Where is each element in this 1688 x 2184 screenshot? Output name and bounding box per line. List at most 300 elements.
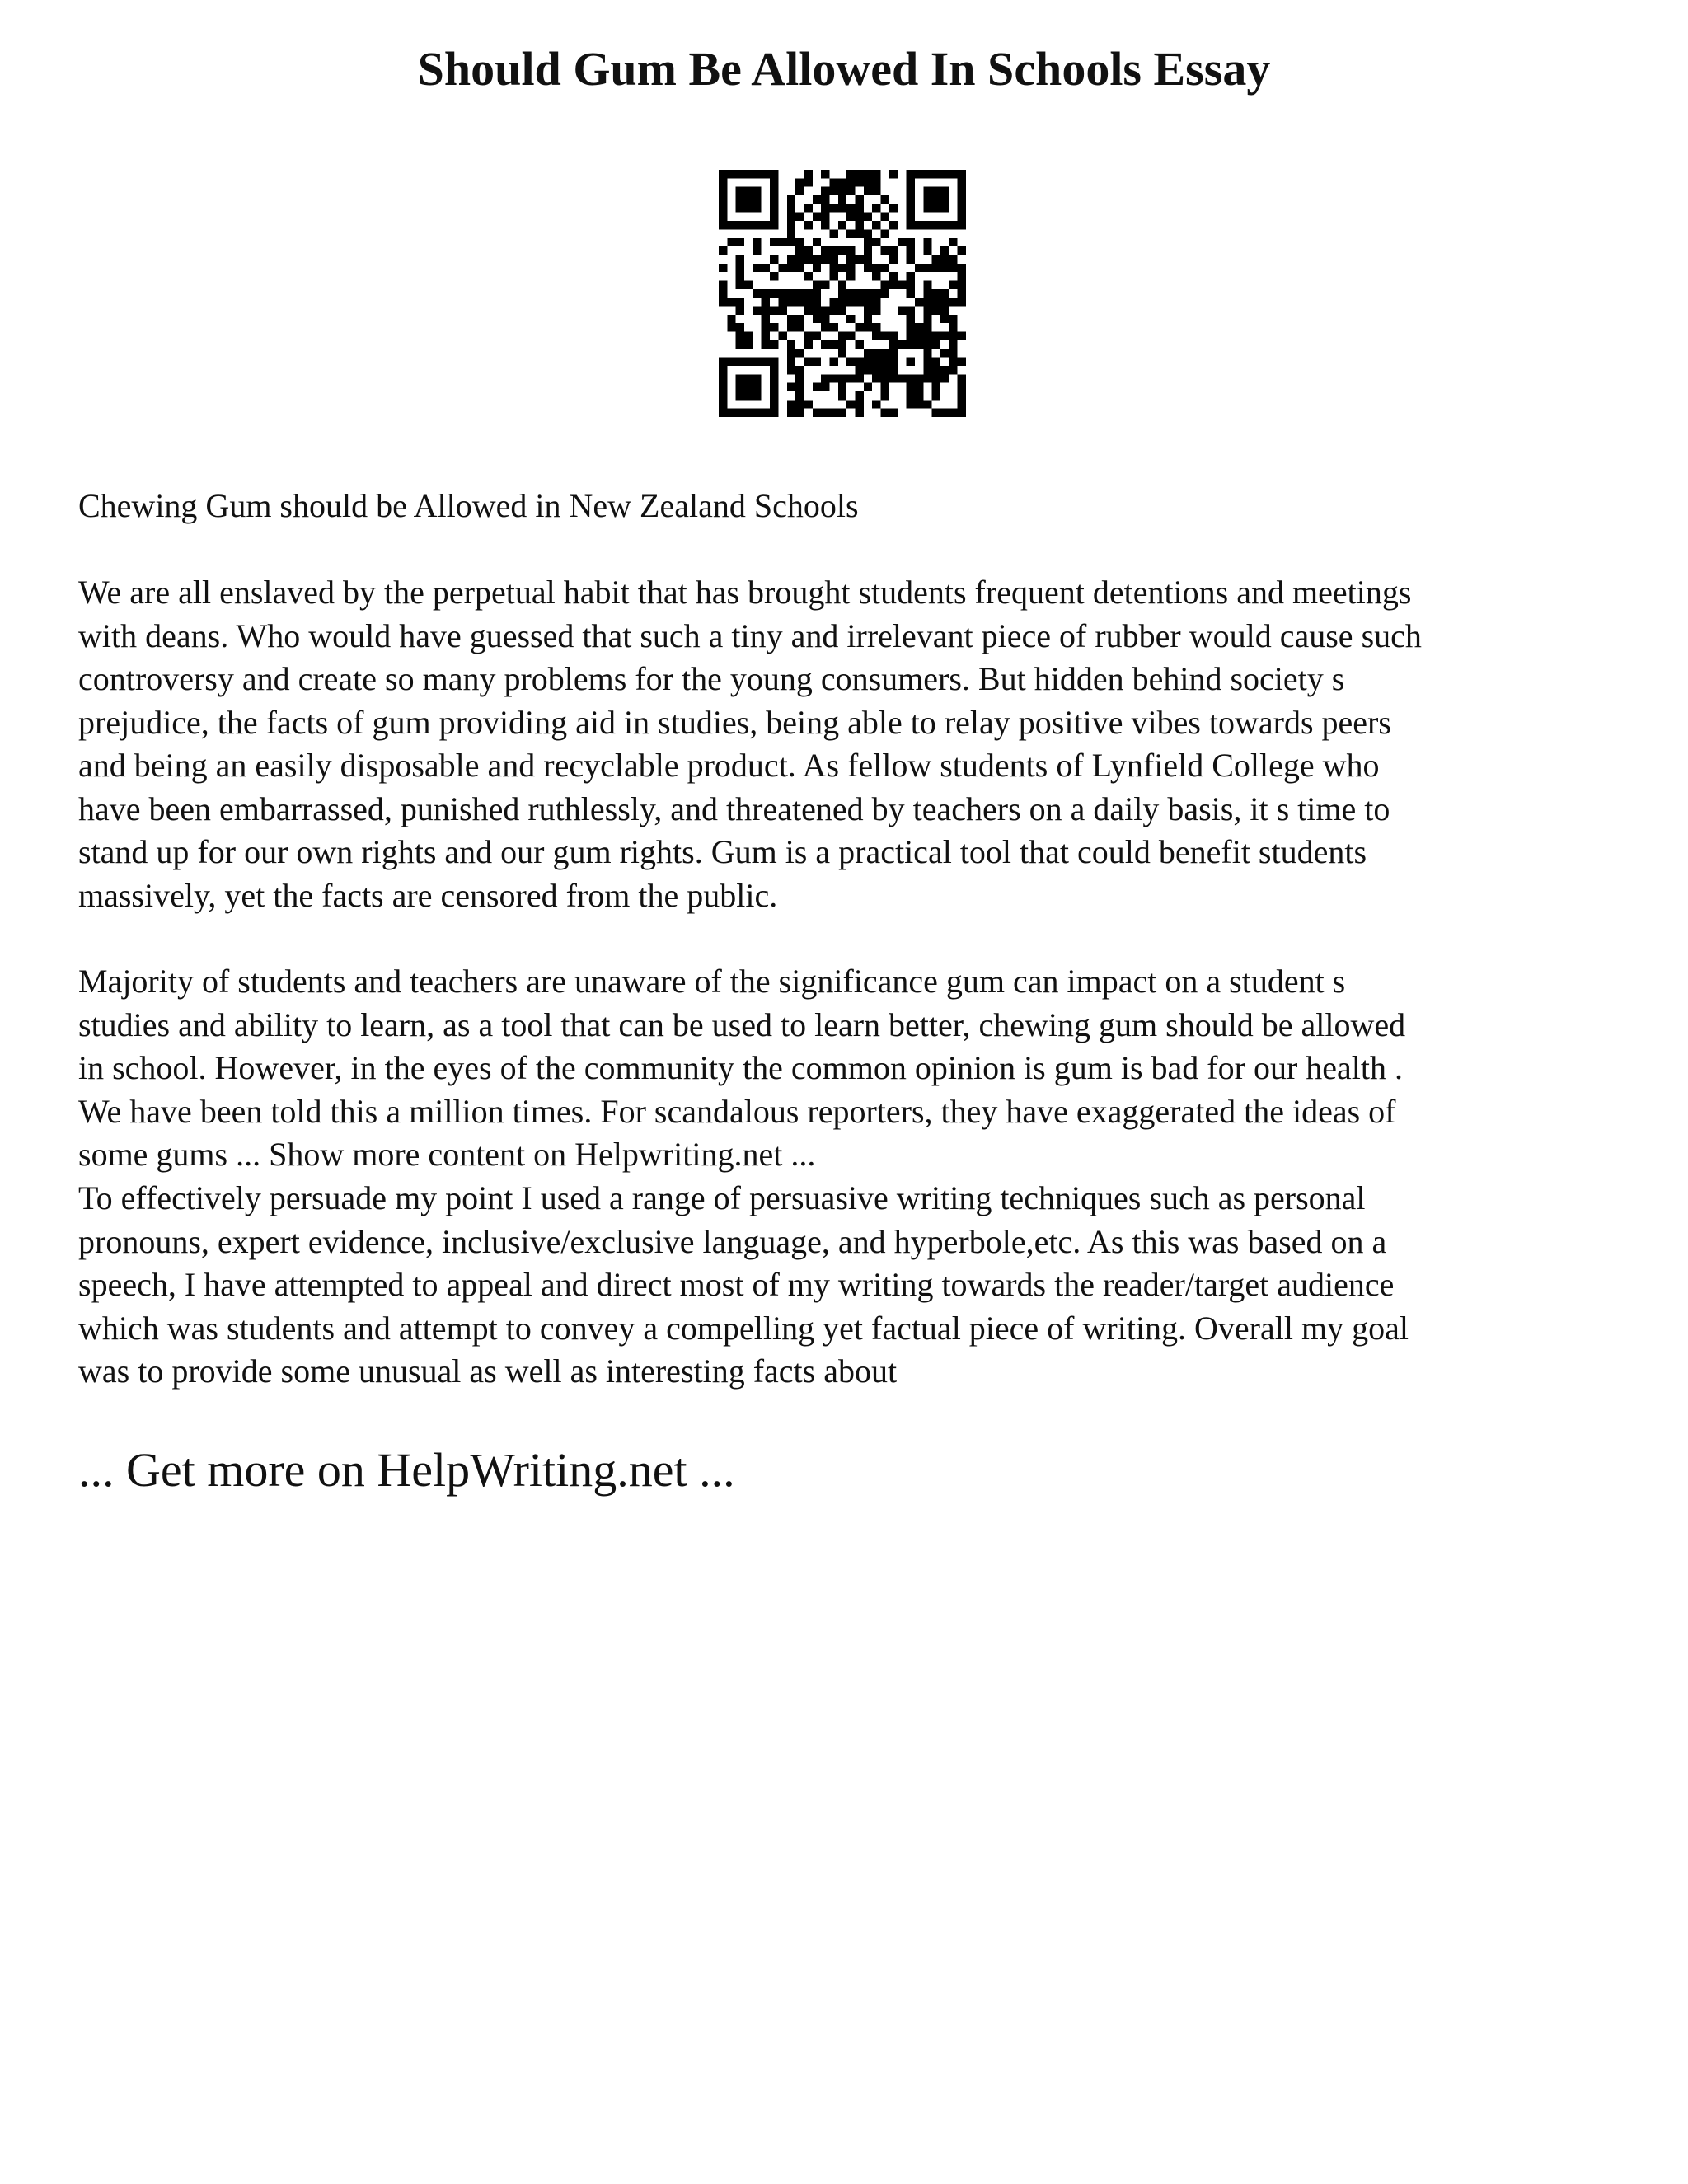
qr-module (719, 358, 727, 366)
qr-module (856, 323, 864, 331)
qr-module (856, 229, 864, 237)
qr-module (907, 221, 915, 229)
qr-module (958, 221, 966, 229)
qr-module (846, 272, 855, 280)
qr-module (915, 332, 923, 340)
paragraph-line: massively, yet the facts are censored from the public. (78, 876, 778, 914)
qr-module (949, 315, 957, 323)
essay-subtitle: Chewing Gum should be Allowed in New Zealand Schools (78, 487, 859, 524)
qr-module (932, 391, 940, 400)
qr-module (856, 289, 864, 298)
paragraph-line: studies and ability to learn, as a tool that can be used to learn better, chewing gum should be allowed (78, 1005, 1406, 1043)
qr-module (762, 409, 770, 417)
qr-module (872, 349, 880, 357)
qr-module (804, 332, 812, 340)
qr-module (898, 280, 906, 288)
qr-module (770, 213, 778, 221)
qr-module (719, 187, 727, 195)
qr-module (727, 238, 735, 246)
qr-module (813, 332, 821, 340)
qr-module (829, 264, 837, 272)
qr-module (923, 280, 931, 288)
qr-module (753, 374, 761, 382)
qr-module (736, 374, 744, 382)
qr-module (856, 298, 864, 306)
qr-module (864, 255, 872, 263)
qr-module (829, 246, 837, 255)
qr-module (753, 391, 761, 400)
qr-module (795, 238, 804, 246)
qr-module (940, 264, 949, 272)
qr-module (804, 255, 812, 263)
qr-module (829, 229, 837, 237)
qr-module (753, 289, 761, 298)
qr-module (736, 221, 744, 229)
qr-module (923, 264, 931, 272)
qr-module (821, 170, 829, 178)
qr-module (736, 298, 744, 306)
qr-module (744, 409, 753, 417)
qr-module (923, 349, 931, 357)
paragraph-line: We are all enslaved by the perpetual habit that has brought students frequent detentions and meetings (78, 574, 1412, 611)
qr-module (889, 246, 898, 255)
page-title: Should Gum Be Allowed In Schools Essay (417, 42, 1271, 96)
qr-module (915, 374, 923, 382)
qr-module (838, 298, 846, 306)
qr-module (727, 315, 735, 323)
qr-module (889, 349, 898, 357)
qr-module (864, 349, 872, 357)
qr-module (736, 170, 744, 178)
qr-module (864, 187, 872, 195)
qr-module (838, 332, 846, 340)
qr-module (787, 400, 795, 408)
qr-module (907, 238, 915, 246)
qr-module (813, 195, 821, 204)
qr-module (795, 264, 804, 272)
qr-module (872, 289, 880, 298)
qr-module (753, 264, 761, 272)
qr-module (770, 391, 778, 400)
qr-module (872, 272, 880, 280)
qr-module (923, 307, 931, 315)
qr-module (795, 255, 804, 263)
qr-module (923, 221, 931, 229)
qr-module (881, 246, 889, 255)
qr-module (719, 409, 727, 417)
qr-module (940, 255, 949, 263)
qr-module (958, 400, 966, 408)
qr-module (787, 229, 795, 237)
qr-module (804, 221, 812, 229)
qr-module (881, 358, 889, 366)
qr-module (838, 409, 846, 417)
qr-module (770, 272, 778, 280)
qr-module (932, 366, 940, 374)
qr-module (736, 255, 744, 263)
qr-module (727, 221, 735, 229)
qr-module (881, 195, 889, 204)
qr-module (804, 307, 812, 315)
qr-module (804, 358, 812, 366)
paragraph-1 (78, 571, 1628, 917)
qr-module (940, 315, 949, 323)
qr-module (770, 289, 778, 298)
qr-module (881, 229, 889, 237)
qr-module (787, 383, 795, 391)
qr-module (958, 298, 966, 306)
qr-module (719, 195, 727, 204)
qr-module (846, 289, 855, 298)
qr-module (795, 246, 804, 255)
qr-module (744, 195, 753, 204)
get-more-link[interactable]: ... Get more on HelpWriting.net ... (78, 1443, 735, 1497)
qr-module (889, 204, 898, 212)
qr-module (889, 170, 898, 178)
qr-module (881, 391, 889, 400)
paragraph-2 (78, 960, 1628, 1177)
qr-module (889, 280, 898, 288)
qr-module (940, 170, 949, 178)
qr-module (821, 221, 829, 229)
paragraph-line: which was students and attempt to convey a compelling yet factual piece of writing. Overall my goal (78, 1309, 1409, 1347)
qr-module (923, 298, 931, 306)
qr-module (949, 409, 957, 417)
qr-module (795, 178, 804, 186)
qr-module (907, 272, 915, 280)
qr-module (932, 298, 940, 306)
qr-module (753, 170, 761, 178)
qr-module (787, 289, 795, 298)
qr-module (804, 178, 812, 186)
qr-module (923, 195, 931, 204)
qr-module (762, 289, 770, 298)
qr-module (872, 221, 880, 229)
qr-module (856, 374, 864, 382)
qr-module (744, 187, 753, 195)
qr-module (898, 238, 906, 246)
qr-module (719, 374, 727, 382)
qr-module (949, 340, 957, 349)
qr-module (795, 383, 804, 391)
paragraph-line: prejudice, the facts of gum providing aid in studies, being able to relay positive vibes towards peers (78, 703, 1391, 741)
paragraph-line: was to provide some unusual as well as interesting facts about (78, 1352, 898, 1390)
paragraph-3 (78, 1177, 1628, 1394)
qr-module (770, 195, 778, 204)
qr-module (778, 289, 786, 298)
qr-module (813, 289, 821, 298)
qr-module (744, 204, 753, 212)
qr-module (958, 178, 966, 186)
qr-module (821, 213, 829, 221)
qr-module (846, 374, 855, 382)
qr-module (762, 307, 770, 315)
qr-module (898, 340, 906, 349)
qr-module (881, 332, 889, 340)
qr-module (719, 178, 727, 186)
qr-module (932, 255, 940, 263)
qr-module (804, 298, 812, 306)
qr-module (907, 255, 915, 263)
qr-module (821, 383, 829, 391)
qr-module (923, 358, 931, 366)
qr-module (915, 391, 923, 400)
qr-module (958, 391, 966, 400)
qr-code (719, 170, 966, 417)
qr-module (829, 340, 837, 349)
qr-module (787, 315, 795, 323)
qr-module (795, 289, 804, 298)
qr-module (838, 307, 846, 315)
qr-module (838, 178, 846, 186)
qr-module (856, 366, 864, 374)
qr-module (940, 246, 949, 255)
qr-module (907, 307, 915, 315)
qr-module (829, 204, 837, 212)
qr-module (770, 340, 778, 349)
qr-module (958, 264, 966, 272)
qr-module (744, 280, 753, 288)
qr-module (889, 340, 898, 349)
qr-module (829, 255, 837, 263)
qr-module (736, 195, 744, 204)
qr-module (932, 195, 940, 204)
qr-module (838, 264, 846, 272)
qr-module (864, 366, 872, 374)
qr-module (932, 289, 940, 298)
qr-module (770, 383, 778, 391)
qr-module (846, 298, 855, 306)
qr-module (864, 358, 872, 366)
qr-module (795, 374, 804, 382)
qr-module (753, 246, 761, 255)
qr-module (949, 366, 957, 374)
qr-module (838, 340, 846, 349)
qr-module (949, 221, 957, 229)
qr-module (932, 332, 940, 340)
qr-module (821, 323, 829, 331)
qr-module (813, 307, 821, 315)
qr-module (907, 195, 915, 204)
qr-module (949, 280, 957, 288)
qr-module (795, 409, 804, 417)
qr-module (940, 349, 949, 357)
qr-module (762, 170, 770, 178)
qr-module (719, 264, 727, 272)
qr-module (719, 170, 727, 178)
qr-module (770, 255, 778, 263)
qr-module (838, 383, 846, 391)
qr-module (915, 383, 923, 391)
qr-module (907, 315, 915, 323)
qr-module (778, 307, 786, 315)
qr-module (940, 204, 949, 212)
qr-module (744, 340, 753, 349)
qr-module (787, 238, 795, 246)
qr-module (719, 366, 727, 374)
qr-module (736, 391, 744, 400)
qr-module (872, 358, 880, 366)
qr-module (872, 204, 880, 212)
qr-module (829, 187, 837, 195)
qr-module (846, 170, 855, 178)
qr-module (949, 170, 957, 178)
paragraph-line: We have been told this a million times. For scandalous reporters, they have exaggerated the ideas of (78, 1092, 1396, 1130)
qr-module (958, 272, 966, 280)
qr-module (949, 264, 957, 272)
qr-module (881, 280, 889, 288)
qr-module (949, 238, 957, 246)
qr-module (864, 213, 872, 221)
qr-module (727, 358, 735, 366)
qr-module (915, 264, 923, 272)
qr-module (864, 178, 872, 186)
qr-module (907, 391, 915, 400)
qr-module (881, 409, 889, 417)
qr-module (864, 298, 872, 306)
qr-module (736, 187, 744, 195)
qr-module (719, 383, 727, 391)
qr-module (872, 374, 880, 382)
qr-module (889, 366, 898, 374)
qr-module (932, 221, 940, 229)
qr-module (744, 383, 753, 391)
qr-module (856, 409, 864, 417)
qr-module (736, 358, 744, 366)
qr-module (923, 204, 931, 212)
qr-module (932, 204, 940, 212)
qr-module (907, 280, 915, 288)
qr-module (923, 170, 931, 178)
qr-module (915, 323, 923, 331)
qr-module (821, 409, 829, 417)
qr-module (753, 383, 761, 391)
qr-module (829, 323, 837, 331)
qr-module (778, 238, 786, 246)
qr-module (719, 204, 727, 212)
qr-module (940, 195, 949, 204)
qr-module (907, 400, 915, 408)
qr-module (762, 298, 770, 306)
qr-module (795, 366, 804, 374)
qr-module (940, 289, 949, 298)
qr-module (821, 374, 829, 382)
qr-module (736, 332, 744, 340)
qr-module (813, 238, 821, 246)
qr-module (753, 195, 761, 204)
qr-module (736, 383, 744, 391)
qr-module (838, 221, 846, 229)
qr-module (889, 358, 898, 366)
qr-module (856, 255, 864, 263)
qr-module (846, 229, 855, 237)
qr-module (856, 178, 864, 186)
qr-module (829, 178, 837, 186)
qr-module (881, 383, 889, 391)
qr-module (762, 332, 770, 340)
qr-module (719, 246, 727, 255)
qr-module (907, 187, 915, 195)
qr-module (719, 289, 727, 298)
qr-module (804, 289, 812, 298)
qr-module (864, 238, 872, 246)
qr-module (778, 298, 786, 306)
qr-module (889, 221, 898, 229)
qr-module (829, 272, 837, 280)
qr-module (804, 400, 812, 408)
qr-module (719, 400, 727, 408)
qr-module (872, 187, 880, 195)
qr-module (787, 323, 795, 331)
qr-module (958, 246, 966, 255)
qr-module (864, 246, 872, 255)
qr-module (736, 307, 744, 315)
qr-module (907, 332, 915, 340)
qr-module (829, 374, 837, 382)
qr-module (736, 272, 744, 280)
qr-module (949, 298, 957, 306)
qr-module (958, 374, 966, 382)
qr-module (762, 323, 770, 331)
qr-module (907, 204, 915, 212)
qr-module (856, 170, 864, 178)
qr-module (821, 204, 829, 212)
qr-module (787, 340, 795, 349)
qr-module (770, 307, 778, 315)
qr-module (838, 187, 846, 195)
qr-module (838, 349, 846, 357)
qr-module (744, 358, 753, 366)
qr-module (846, 332, 855, 340)
qr-module (907, 383, 915, 391)
qr-module (821, 246, 829, 255)
qr-module (787, 221, 795, 229)
qr-module (864, 229, 872, 237)
qr-module (719, 298, 727, 306)
qr-module (804, 204, 812, 212)
qr-module (762, 340, 770, 349)
qr-module (762, 221, 770, 229)
qr-module (940, 409, 949, 417)
qr-module (787, 213, 795, 221)
qr-module (940, 221, 949, 229)
paragraph-line: To effectively persuade my point I used a range of persuasive writing techniques such as personal (78, 1179, 1366, 1216)
qr-module (889, 272, 898, 280)
qr-module (795, 349, 804, 357)
qr-module (958, 195, 966, 204)
qr-module (838, 195, 846, 204)
qr-module (770, 204, 778, 212)
qr-module (753, 409, 761, 417)
qr-module (907, 178, 915, 186)
qr-module (804, 246, 812, 255)
qr-module (889, 409, 898, 417)
qr-module (736, 238, 744, 246)
qr-module (719, 280, 727, 288)
qr-module (958, 170, 966, 178)
qr-module (753, 358, 761, 366)
qr-module (770, 400, 778, 408)
qr-module (736, 340, 744, 349)
qr-module (838, 204, 846, 212)
qr-module (923, 187, 931, 195)
qr-module (907, 246, 915, 255)
qr-module (872, 400, 880, 408)
qr-module (915, 400, 923, 408)
qr-module (804, 272, 812, 280)
qr-module (821, 195, 829, 204)
qr-module (770, 366, 778, 374)
